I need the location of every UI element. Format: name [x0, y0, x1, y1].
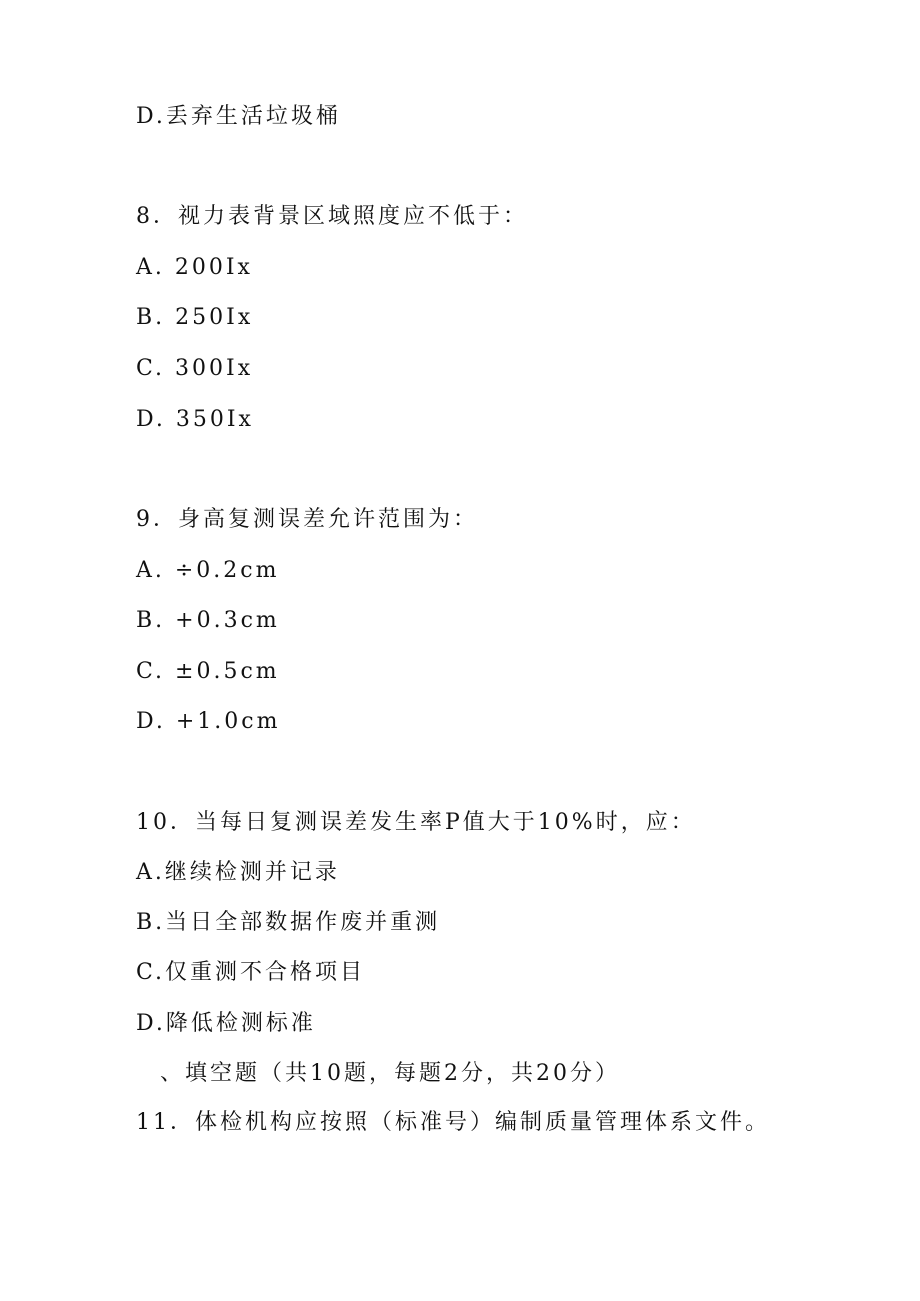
- q10-option-a: A.继续检测并记录: [136, 860, 340, 885]
- q10-option-c: C.仅重测不合格项目: [136, 960, 366, 985]
- q8-option-a: A. 200Ix: [136, 255, 253, 280]
- q9-option-a: A. ÷0.2cm: [136, 558, 280, 583]
- q8-option-b: B. 250Ix: [136, 305, 254, 330]
- q9-option-c: C. ±0.5cm: [136, 659, 280, 684]
- q10-option-d: D.降低检测标准: [136, 1011, 316, 1036]
- q9-option-b: B. +0.3cm: [136, 608, 280, 633]
- question-11: 11．体检机构应按照（标准号）编制质量管理体系文件。: [136, 1110, 770, 1135]
- section-heading-fill-blank: 、填空题（共10题，每题2分，共20分）: [160, 1061, 620, 1086]
- q7-option-d: D.丢弃生活垃圾桶: [136, 104, 341, 129]
- question-8: 8．视力表背景区域照度应不低于：: [136, 204, 528, 229]
- q9-option-d: D. +1.0cm: [136, 709, 281, 734]
- q8-option-c: C. 300Ix: [136, 356, 254, 381]
- q8-option-d: D. 350Ix: [136, 407, 254, 432]
- question-9: 9．身高复测误差允许范围为：: [136, 507, 478, 532]
- q10-option-b: B.当日全部数据作废并重测: [136, 910, 441, 935]
- question-10: 10．当每日复测误差发生率P值大于10%时，应：: [136, 810, 696, 835]
